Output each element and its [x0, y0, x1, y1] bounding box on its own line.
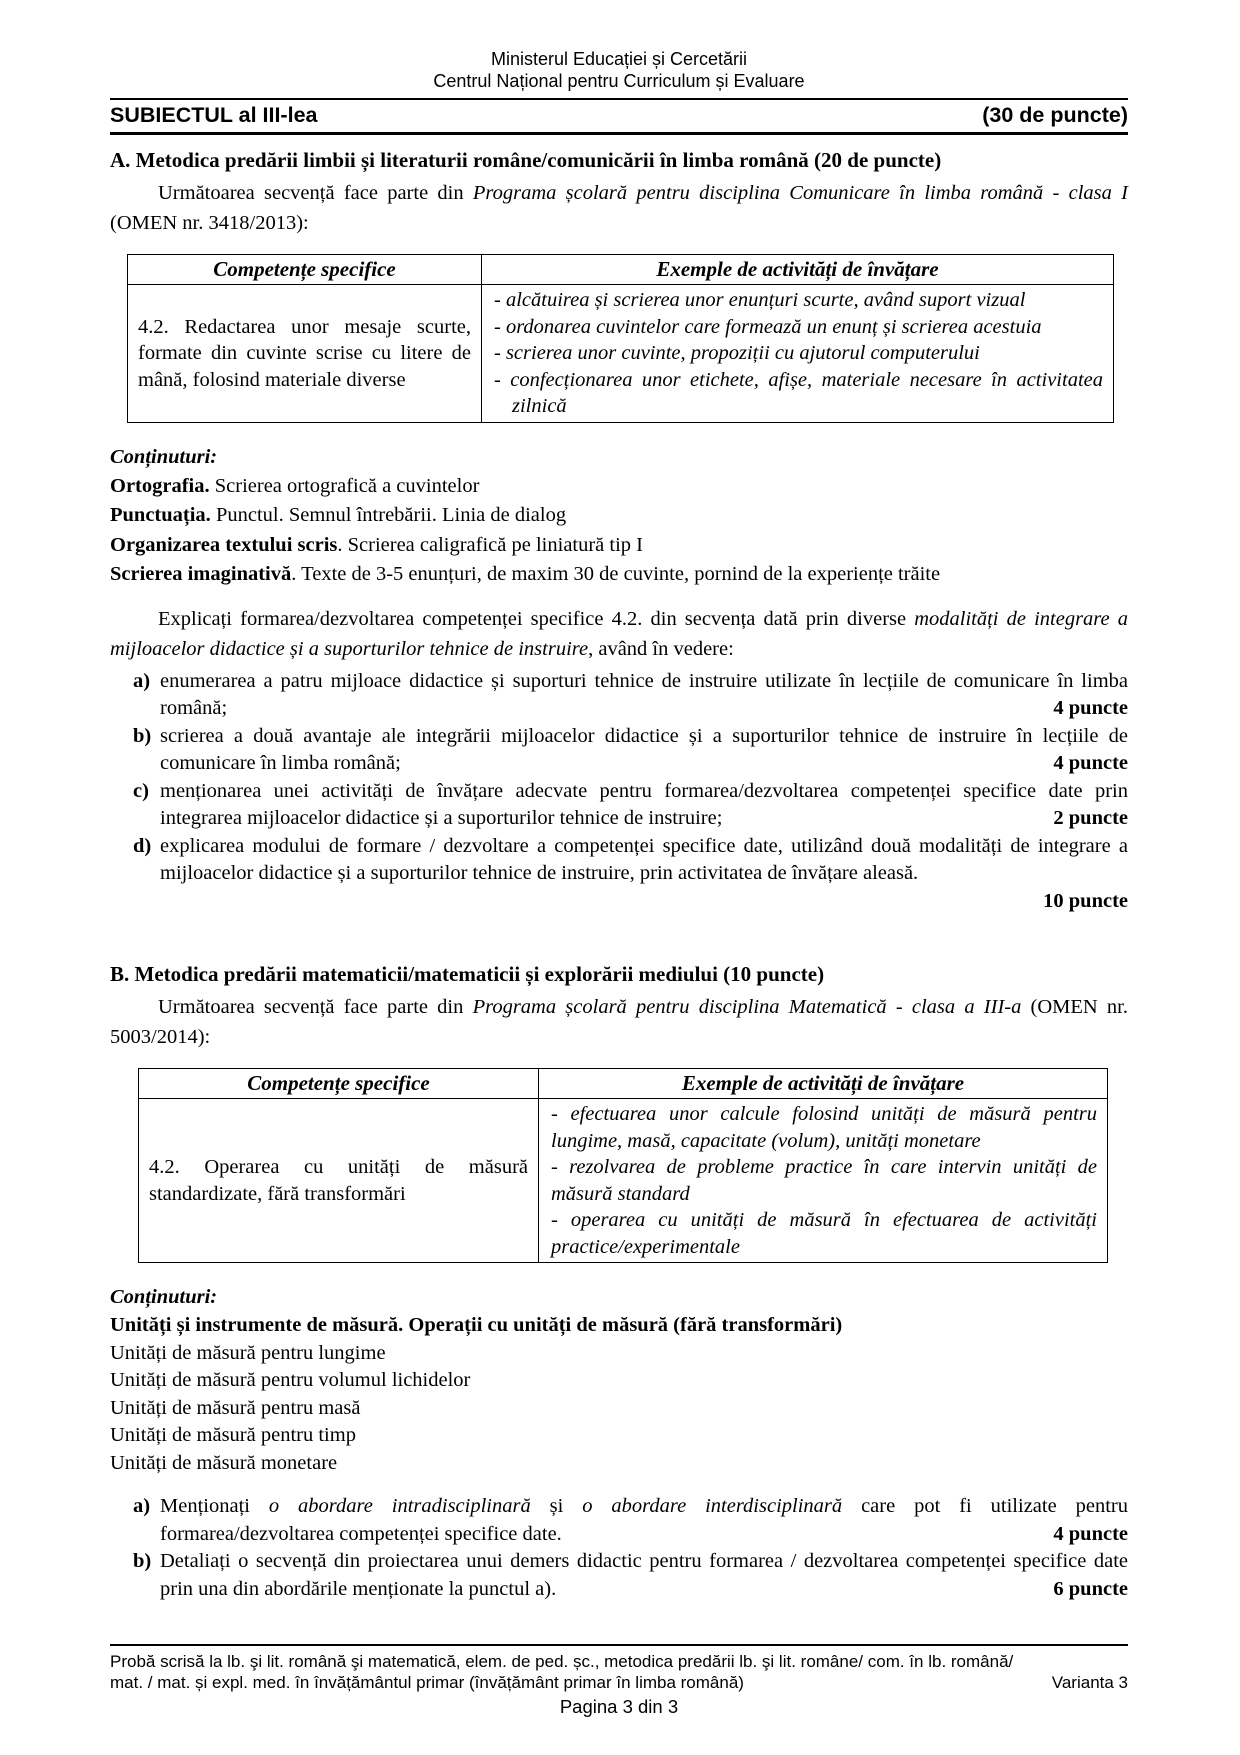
- task-item-b-a: [110, 1493, 1128, 1548]
- task-a-pre: Explicați formarea/dezvoltarea competenței specifice 4.2. din secvența dată prin diverse: [158, 607, 915, 630]
- item-text: explicarea modului de formare / dezvoltare a competenței specifice date, utilizând două modalități de integrare a mijloacelor didactice și a suporturilor tehnice de instruire, prin activitatea de învățare aleasă.: [160, 834, 1128, 884]
- contents-text: Punctul. Semnul întrebării. Linia de dialog: [210, 504, 567, 526]
- table-b-activities-cell: [539, 1099, 1108, 1263]
- item-text: Detaliați o secvență din proiectarea unui demers didactic pentru formarea / dezvoltarea competenței specifice date prin una din abordările menționate la punctul a).: [160, 1550, 1128, 1600]
- contents-b-line: Unități de măsură pentru lungime: [110, 1341, 386, 1364]
- contents-b-line: Unități de măsură pentru volumul lichidelor: [110, 1369, 471, 1391]
- activity-item: - rezolvarea de probleme practice în care intervin unități de măsură standard: [551, 1156, 1097, 1205]
- table-a-header-competences: Competențe specifice: [128, 255, 482, 285]
- contents-label-a: Conținuturi:: [110, 445, 218, 468]
- contents-line: [110, 472, 1128, 502]
- item-points: 6 puncte: [1053, 1577, 1128, 1600]
- activity-item: - ordonarea cuvintelor care formează un enunț și scrierea acestuia: [494, 315, 1042, 338]
- task-item-b: [110, 723, 1128, 778]
- contents-term: Ortografia.: [110, 474, 210, 497]
- item-text: scrierea a două avantaje ale integrării mijloacelor didactice și a suporturilor tehnice de instruire în lecțiile de comunicare în limba română;: [160, 724, 1128, 774]
- contents-line: [110, 560, 1128, 590]
- section-b-table: [138, 1068, 1108, 1263]
- item-points: 4 puncte: [1053, 1522, 1128, 1545]
- item-text: care pot fi utilizate pentru formarea/dezvoltarea competenței specifice date.: [160, 1495, 1128, 1545]
- item-italic: o abordare intradisciplinară: [268, 1495, 531, 1517]
- task-item-b-b: [110, 1548, 1128, 1603]
- contents-term: Scrierea imaginativă: [110, 563, 292, 585]
- subject-bar: [110, 100, 1128, 135]
- item-label: a): [133, 669, 151, 692]
- table-a-competence-cell: 4.2. Redactarea unor mesaje scurte, formate din cuvinte scrise cu litere de mână, folosind materiale diverse: [128, 285, 482, 423]
- table-a-header-activities: Exemple de activități de învățare: [482, 255, 1114, 285]
- activity-item: - alcătuirea și scrierea unor enunțuri scurte, având suport vizual: [494, 289, 1026, 311]
- intro-a-pre: Următoarea secvență face parte din: [158, 182, 473, 204]
- subject-points: (30 de puncte): [982, 103, 1128, 127]
- contents-term: Organizarea textului scris: [110, 533, 338, 556]
- section-a-items: [110, 668, 1128, 916]
- table-b-competence-cell: 4.2. Operarea cu unități de măsură standardizate, fără transformări: [139, 1099, 539, 1263]
- section-b-heading: B. Metodica predării matematicii/matematicii și explorării mediului (10 puncte): [110, 962, 825, 986]
- table-a-activities-cell: [482, 285, 1114, 423]
- intro-a-post: (OMEN nr. 3418/2013):: [110, 212, 309, 234]
- item-text: Menționați: [160, 1495, 269, 1517]
- footer-row: [110, 1651, 1128, 1693]
- item-label: a): [133, 1495, 151, 1517]
- item-points: 2 puncte: [1053, 807, 1128, 829]
- section-a-task-intro: [110, 604, 1128, 664]
- footer-variant: Varianta 3: [1051, 1673, 1128, 1692]
- task-a-post: , având în vedere:: [588, 637, 734, 660]
- activity-item: - confecționarea unor etichete, afișe, materiale necesare în activitatea zilnică: [494, 368, 1103, 417]
- section-b-items: [110, 1493, 1128, 1603]
- center-name: Centrul Național pentru Curriculum și Evaluare: [433, 71, 805, 91]
- contents-label-b: Conținuturi:: [110, 1286, 218, 1308]
- footer-line-2: mat. / mat. și expl. med. în învățământul primar (învățământ primar în limba română): [110, 1673, 744, 1692]
- contents-b-line: Unități de măsură pentru timp: [110, 1424, 356, 1446]
- contents-text: . Texte de 3-5 enunțuri, de maxim 30 de cuvinte, pornind de la experiențe trăite: [291, 563, 941, 585]
- item-points: 4 puncte: [1053, 752, 1128, 774]
- task-a-italic: modalități de integrare a mijloacelor didactice și a suporturilor tehnice de instruire: [110, 607, 1128, 660]
- activity-item: - efectuarea unor calcule folosind unități de măsură pentru lungime, masă, capacitate (volum), unități monetare: [551, 1103, 1097, 1152]
- task-item-c: [110, 778, 1128, 833]
- org-header: [110, 48, 1128, 92]
- section-a-intro: [110, 178, 1128, 238]
- contents-b-line: Unități de măsură pentru masă: [110, 1396, 361, 1419]
- task-item-a: [110, 668, 1128, 723]
- subject-title: SUBIECTUL al III-lea: [110, 103, 318, 127]
- contents-term: Punctuația.: [110, 504, 211, 526]
- intro-b-italic: Programa școlară pentru disciplina Matematică - clasa a III-a: [472, 996, 1022, 1018]
- activity-item: - operarea cu unități de măsură în efectuarea de activități practice/experimentale: [551, 1209, 1097, 1258]
- contents-text: Scrierea ortografică a cuvintelor: [209, 474, 480, 497]
- intro-a-italic: Programa școlară pentru disciplina Comunicare în limba română - clasa I: [472, 182, 1128, 204]
- contents-b-title: Unități și instrumente de măsură. Operații cu unități de măsură (fără transformări): [110, 1314, 843, 1336]
- ministry-name: Ministerul Educației și Cercetării: [490, 49, 748, 69]
- item-label: c): [133, 779, 149, 802]
- section-b-intro: [110, 992, 1128, 1052]
- table-b-header-competences: Competențe specifice: [139, 1069, 539, 1099]
- section-a-heading: A. Metodica predării limbii și literaturii române/comunicării în limba română (20 de puncte): [110, 148, 942, 172]
- contents-line: [110, 531, 1128, 561]
- item-points: 10 puncte: [1043, 889, 1128, 912]
- section-a-table: [127, 254, 1114, 423]
- table-b-header-activities: Exemple de activități de învățare: [539, 1069, 1108, 1099]
- intro-b-post: (OMEN nr. 5003/2014):: [110, 996, 1128, 1048]
- intro-b-pre: Următoarea secvență face parte din: [158, 996, 473, 1018]
- contents-text: . Scrierea caligrafică pe liniatură tip I: [337, 533, 644, 556]
- item-text: și: [530, 1495, 583, 1517]
- footer-page-number: Pagina 3 din 3: [559, 1696, 679, 1717]
- item-points: 4 puncte: [1053, 697, 1128, 719]
- task-item-d: [110, 833, 1128, 916]
- item-italic: o abordare interdisciplinară: [582, 1495, 843, 1517]
- footer-line-1: Probă scrisă la lb. şi lit. română şi matematică, elem. de ped. șc., metodica predării lb. şi lit. române/ com. în lb. română/: [110, 1652, 1014, 1671]
- page-footer: [110, 1644, 1128, 1717]
- contents-line: [110, 501, 1128, 531]
- item-label: b): [133, 1550, 152, 1572]
- item-text: menționarea unei activități de învățare adecvate pentru formarea/dezvoltarea competenței specifice date prin integrarea mijloacelor didactice și a suporturilor tehnice de instruire;: [160, 779, 1128, 829]
- item-text: enumerarea a patru mijloace didactice și suporturi tehnice de instruire utilizate în lecțiile de comunicare în limba română;: [160, 669, 1128, 719]
- item-label: d): [133, 834, 152, 857]
- footer-description: [110, 1651, 1013, 1693]
- contents-b-line: Unități de măsură monetare: [110, 1451, 338, 1474]
- activity-item: - scrierea unor cuvinte, propoziții cu ajutorul computerului: [494, 342, 980, 364]
- item-label: b): [133, 724, 152, 747]
